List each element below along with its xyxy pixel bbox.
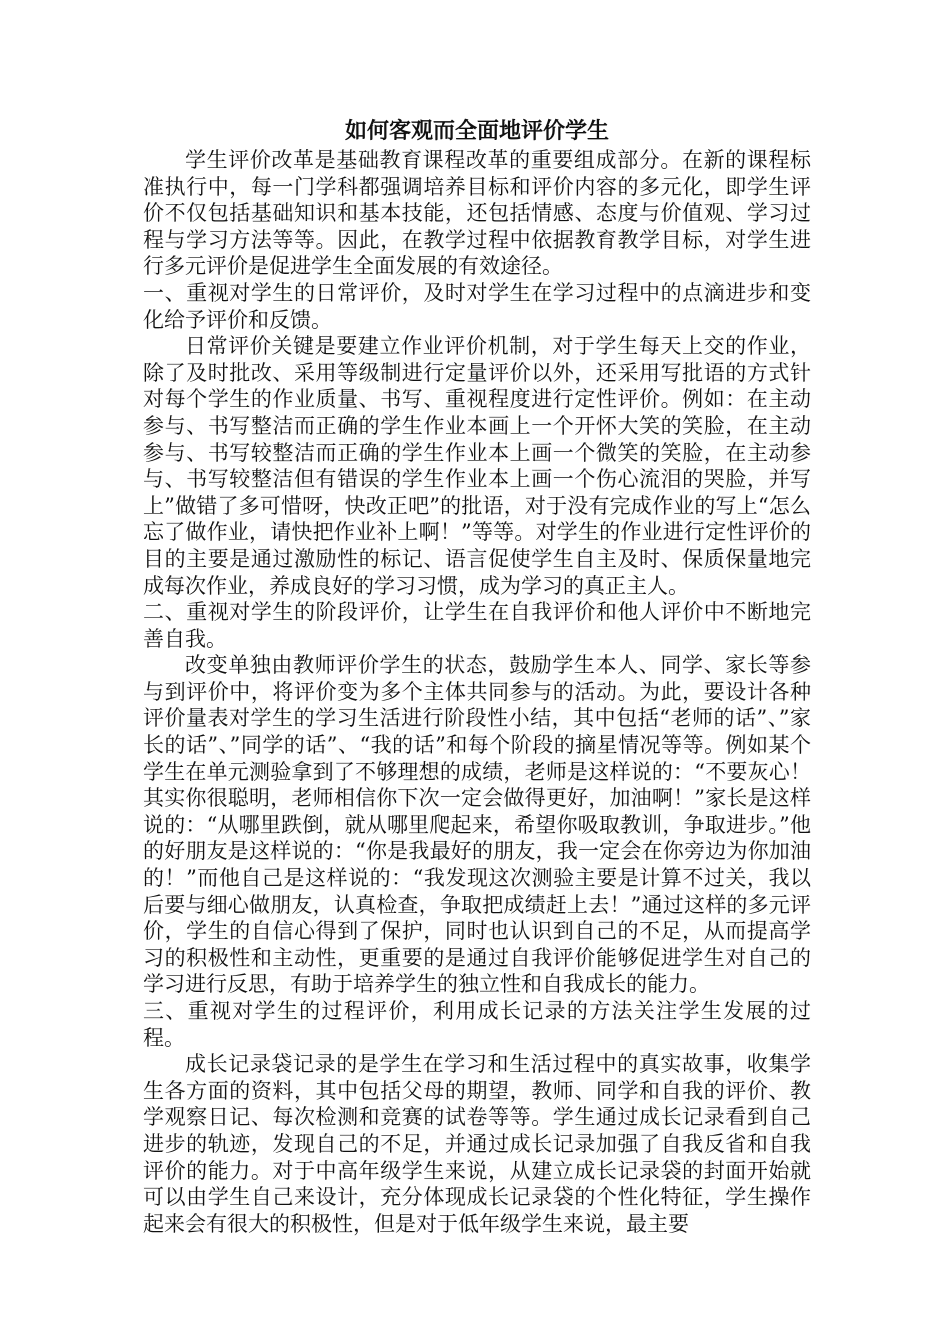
section-2-body: 改变单独由教师评价学生的状态，鼓励学生本人、同学、家长等参与到评价中，将评价变为多个主体共同参与的活动。为此，要设计各种评价量表对学生的学习生活进行阶段性小结，其中包括“老师的话”、”家长的话”、”同学的话”、“我的话”和每个阶段的摘星情况等等。例如某个学生在单元测验拿到了不够理想的成绩，老师是这样说的：“不要灰心！其实你很聪明，老师相信你下次一定会做得更好，加油啊！”家长是这样说的：“从哪里跌倒，就从哪里爬起来，希望你吸取教训，争取进步。”他的好朋友是这样说的：“你是我最好的朋友，我一定会在你旁边为你加油的！”而他自己是这样说的：“我发现这次测验主要是计算不过关，我以后要与细心做朋友，认真检查，争取把成绩赶上去！”通过这样的多元评价，学生的自信心得到了保护，同时也认识到自己的不足，从而提高学习的积极性和主动性，更重要的是通过自我评价能够促进学生对自己的学习进行反思，有助于培养学生的独立性和自我成长的能力。	[143, 653, 811, 997]
section-3-body: 成长记录袋记录的是学生在学习和生活过程中的真实故事，收集学生各方面的资料，其中包括父母的期望，教师、同学和自我的评价、教学观察日记、每次检测和竞赛的试卷等等。学生通过成长记录看到自己进步的轨迹，发现自己的不足，并通过成长记录加强了自我反省和自我评价的能力。对于中高年级学生来说，从建立成长记录袋的封面开始就可以由学生自己来设计，充分体现成长记录袋的个性化特征，学生操作起来会有很大的积极性，但是对于低年级学生来说，最主要	[143, 1052, 811, 1236]
intro-paragraph: 学生评价改革是基础教育课程改革的重要组成部分。在新的课程标准执行中，每一门学科都强调培养目标和评价内容的多元化，即学生评价不仅包括基础知识和基本技能，还包括情感、态度与价值观、学习过程与学习方法等等。因此，在教学过程中依据教育教学目标，对学生进行多元评价是促进学生全面发展的有效途径。	[143, 148, 811, 279]
section-2-heading: 二、重视对学生的阶段评价，让学生在自我评价和他人评价中不断地完善自我。	[143, 600, 811, 651]
document-title: 如何客观而全面地评价学生	[344, 119, 609, 144]
section-3-heading: 三、重视对学生的过程评价，利用成长记录的方法关注学生发展的过程。	[143, 999, 811, 1050]
section-1-body: 日常评价关键是要建立作业评价机制，对于学生每天上交的作业，除了及时批改、采用等级制进行定量评价以外，还采用写批语的方式针对每个学生的作业质量、书写、重视程度进行定性评价。例如：在主动参与、书写整洁而正确的学生作业本画上一个开怀大笑的笑脸，在主动参与、书写较整洁而正确的学生作业本上画一个微笑的笑脸，在主动参与、书写较整洁但有错误的学生作业本上画一个伤心流泪的哭脸，并写上”做错了多可惜呀，快改正吧”的批语，对于没有完成作业的写上“怎么忘了做作业，请快把作业补上啊！”等等。对学生的作业进行定性评价的目的主要是通过激励性的标记、语言促使学生自主及时、保质保量地完成每次作业，养成良好的学习习惯，成为学习的真正主人。	[143, 334, 811, 598]
document-page	[143, 117, 811, 1237]
section-1-heading: 一、重视对学生的日常评价，及时对学生在学习过程中的点滴进步和变化给予评价和反馈。	[143, 280, 811, 332]
